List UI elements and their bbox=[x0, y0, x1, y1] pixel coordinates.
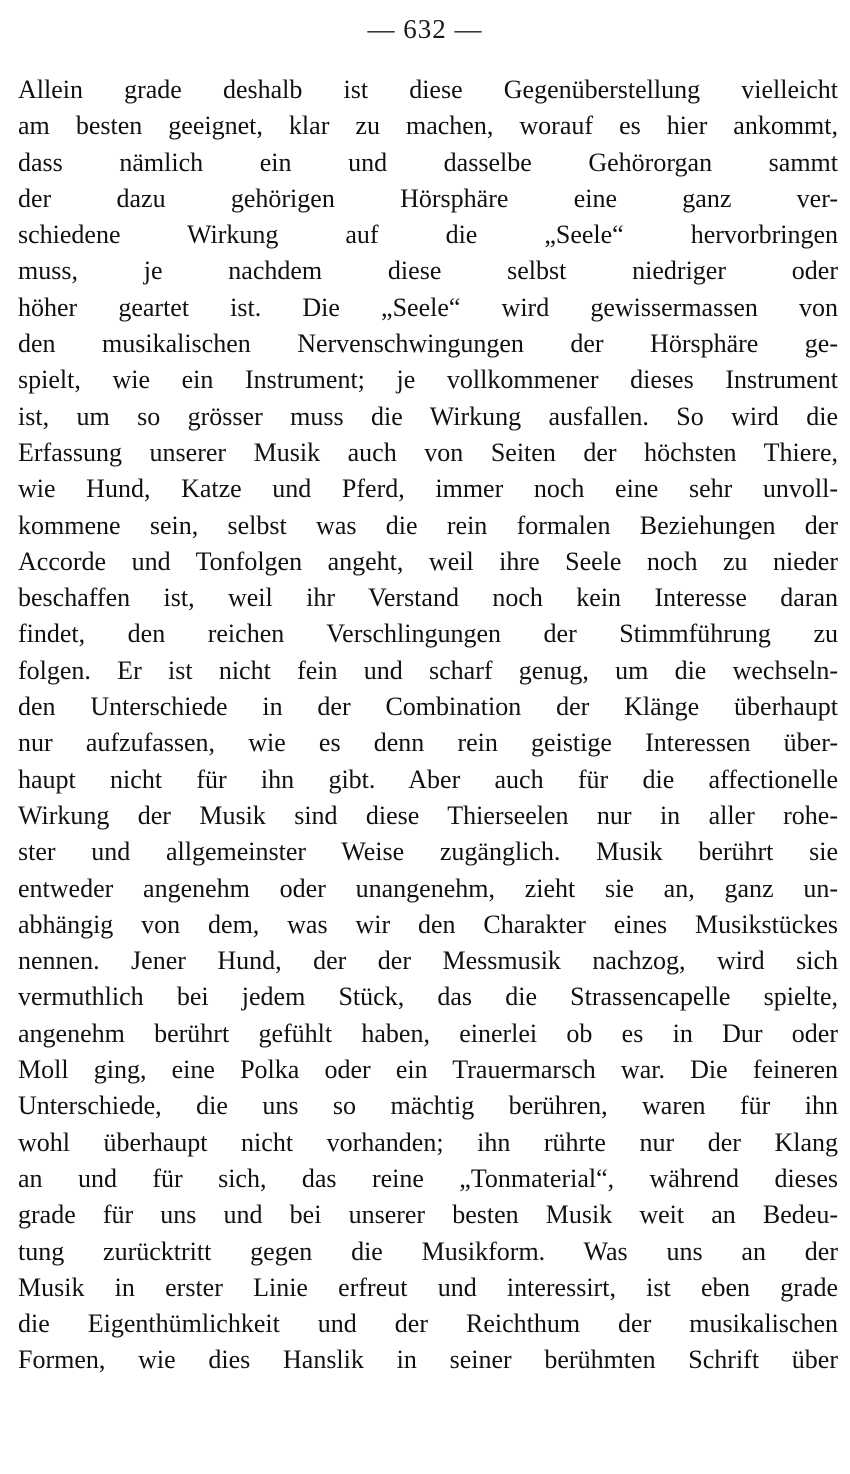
text-line: nennen. Jener Hund, der der Messmusik nachzog, wird sich bbox=[18, 946, 838, 976]
text-line: ster und allgemeinster Weise zugänglich. Musik berührt sie bbox=[18, 837, 838, 867]
text-line: beschaffen ist, weil ihr Verstand noch kein Interesse daran bbox=[18, 583, 838, 613]
text-line: den musikalischen Nervenschwingungen der Hörsphäre ge- bbox=[18, 329, 838, 359]
text-line: Wirkung der Musik sind diese Thierseelen nur in aller rohe- bbox=[18, 800, 838, 830]
text-line: haupt nicht für ihn gibt. Aber auch für die affectionelle bbox=[18, 764, 838, 794]
text-line: angenehm berührt gefühlt haben, einerlei ob es in Dur oder bbox=[18, 1018, 838, 1048]
text-line: abhängig von dem, was wir den Charakter eines Musikstückes bbox=[18, 909, 838, 939]
text-line: Musik in erster Linie erfreut und interessirt, ist eben grade bbox=[18, 1272, 838, 1302]
text-line: grade für uns und bei unserer besten Musik weit an Bedeu- bbox=[18, 1200, 838, 1230]
text-line: spielt, wie ein Instrument; je vollkommener dieses Instrument bbox=[18, 365, 838, 395]
text-line: kommene sein, selbst was die rein formalen Beziehungen der bbox=[18, 510, 838, 540]
text-line: wohl überhaupt nicht vorhanden; ihn rührte nur der Klang bbox=[18, 1127, 838, 1157]
text-line: tung zurücktritt gegen die Musikform. Was uns an der bbox=[18, 1236, 838, 1266]
text-line: dass nämlich ein und dasselbe Gehörorgan sammt bbox=[18, 147, 838, 177]
text-line: die Eigenthümlichkeit und der Reichthum der musikalischen bbox=[18, 1309, 838, 1339]
text-line: vermuthlich bei jedem Stück, das die Strassencapelle spielte, bbox=[18, 982, 838, 1012]
text-line: Allein grade deshalb ist diese Gegenüberstellung vielleicht bbox=[18, 75, 838, 104]
text-line: findet, den reichen Verschlingungen der Stimmführung zu bbox=[18, 619, 838, 649]
text-line: höher geartet ist. Die „Seele“ wird gewissermassen von bbox=[18, 292, 838, 322]
text-line: muss, je nachdem diese selbst niedriger oder bbox=[18, 256, 838, 286]
text-line: ist, um so grösser muss die Wirkung ausfallen. So wird die bbox=[18, 401, 838, 431]
text-line: an und für sich, das reine „Tonmaterial“, während dieses bbox=[18, 1163, 838, 1193]
text-line: Erfassung unserer Musik auch von Seiten der höchsten Thiere, bbox=[18, 437, 838, 467]
text-line: Unterschiede, die uns so mächtig berühren, waren für ihn bbox=[18, 1091, 838, 1121]
page-number: — 632 — bbox=[367, 14, 483, 44]
text-line: schiedene Wirkung auf die „Seele“ hervorbringen bbox=[18, 220, 838, 250]
text-line: Accorde und Tonfolgen angeht, weil ihre Seele noch zu nieder bbox=[18, 546, 838, 576]
text-line: entweder angenehm oder unangenehm, zieht sie an, ganz un- bbox=[18, 873, 838, 903]
text-line: am besten geeignet, klar zu machen, worauf es hier ankommt, bbox=[18, 111, 838, 141]
text-line: wie Hund, Katze und Pferd, immer noch eine sehr unvoll- bbox=[18, 474, 838, 504]
text-line: nur aufzufassen, wie es denn rein geistige Interessen über- bbox=[18, 728, 838, 758]
text-line: Moll ging, eine Polka oder ein Trauermarsch war. Die feineren bbox=[18, 1055, 838, 1085]
text-line: den Unterschiede in der Combination der Klänge überhaupt bbox=[18, 692, 838, 722]
body-text bbox=[18, 72, 838, 1379]
text-line: Formen, wie dies Hanslik in seiner berühmten Schrift über bbox=[18, 1345, 838, 1375]
text-line: folgen. Er ist nicht fein und scharf genug, um die wechseln- bbox=[18, 655, 838, 685]
text-line: der dazu gehörigen Hörsphäre eine ganz ver- bbox=[18, 183, 838, 213]
